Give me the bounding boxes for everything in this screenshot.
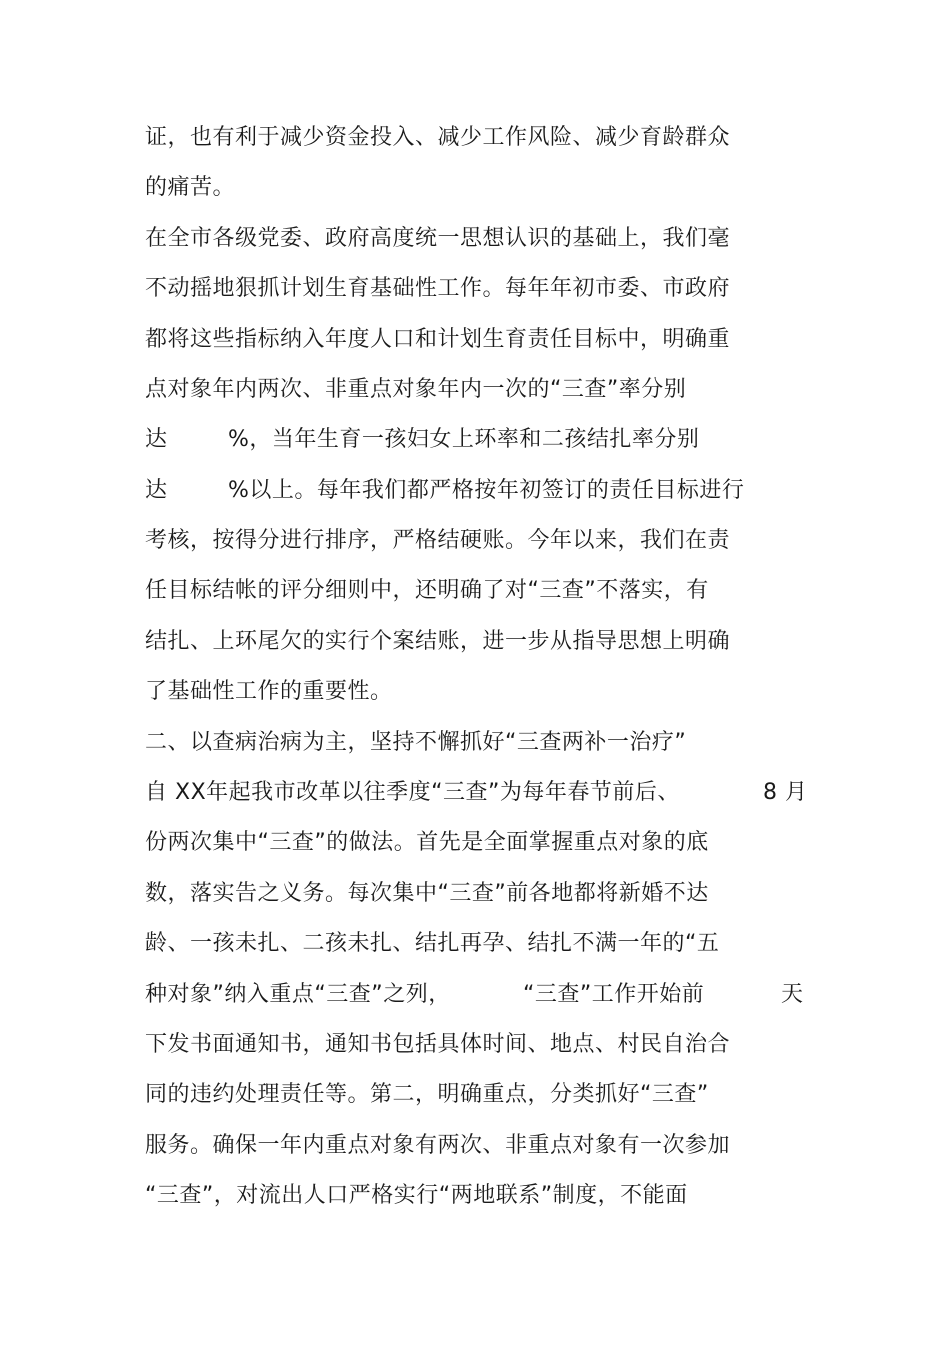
text-line: 证，也有利于减少资金投入、减少工作风险、减少育龄群众: [145, 125, 731, 150]
text-line: 龄、一孩未扎、二孩未扎、结扎再孕、结扎不满一年的“五: [145, 931, 720, 956]
text-line: 份两次集中“三查”的做法。首先是全面掌握重点对象的底: [145, 830, 709, 855]
text-segment: 达: [145, 478, 168, 503]
text-segment: 8 月: [763, 780, 808, 805]
text-segment: %以上。每年我们都严格按年初签订的责任目标进行: [228, 478, 745, 503]
text-line: [145, 474, 755, 508]
text-segment: 达: [145, 427, 168, 452]
text-segment: 种对象”纳入重点“三查”之列，: [145, 982, 451, 1007]
text-line: 任目标结帐的评分细则中，还明确了对“三查”不落实，有: [145, 578, 709, 603]
text-line: 同的违约处理责任等。第二，明确重点，分类抓好“三查”: [145, 1082, 709, 1107]
text-line: 都将这些指标纳入年度人口和计划生育责任目标中，明确重: [145, 327, 731, 352]
text-line: 的痛苦。: [145, 175, 236, 200]
text-line: 考核，按得分进行排序，严格结硬账。今年以来，我们在责: [145, 528, 731, 553]
text-line: 在全市各级党委、政府高度统一思想认识的基础上，我们毫: [145, 226, 731, 251]
text-line: 了基础性工作的重要性。: [145, 679, 393, 704]
text-segment: %，当年生育一孩妇女上环率和二孩结扎率分别: [228, 427, 700, 452]
text-line: 不动摇地狠抓计划生育基础性工作。每年年初市委、市政府: [145, 276, 731, 301]
text-line: 下发书面通知书，通知书包括具体时间、地点、村民自治合: [145, 1032, 731, 1057]
text-line: 点对象年内两次、非重点对象年内一次的“三查”率分别: [145, 377, 687, 402]
text-line: [145, 423, 745, 457]
text-line: “三查”，对流出人口严格实行“两地联系”制度，不能面: [145, 1183, 688, 1208]
section-heading: 二、以查病治病为主，坚持不懈抓好“三查两补一治疗”: [145, 730, 687, 755]
text-line: [145, 776, 810, 810]
text-line: [145, 978, 810, 1012]
text-segment: “三查”工作开始前: [523, 982, 705, 1007]
text-line: 数，落实告之义务。每次集中“三查”前各地都将新婚不达: [145, 881, 709, 906]
text-line: 结扎、上环尾欠的实行个案结账，进一步从指导思想上明确: [145, 629, 731, 654]
text-line: 服务。确保一年内重点对象有两次、非重点对象有一次参加: [145, 1133, 731, 1158]
text-segment: 天: [781, 982, 804, 1007]
text-segment: 自 XX年起我市改革以往季度“三查”为每年春节前后、: [145, 780, 680, 805]
